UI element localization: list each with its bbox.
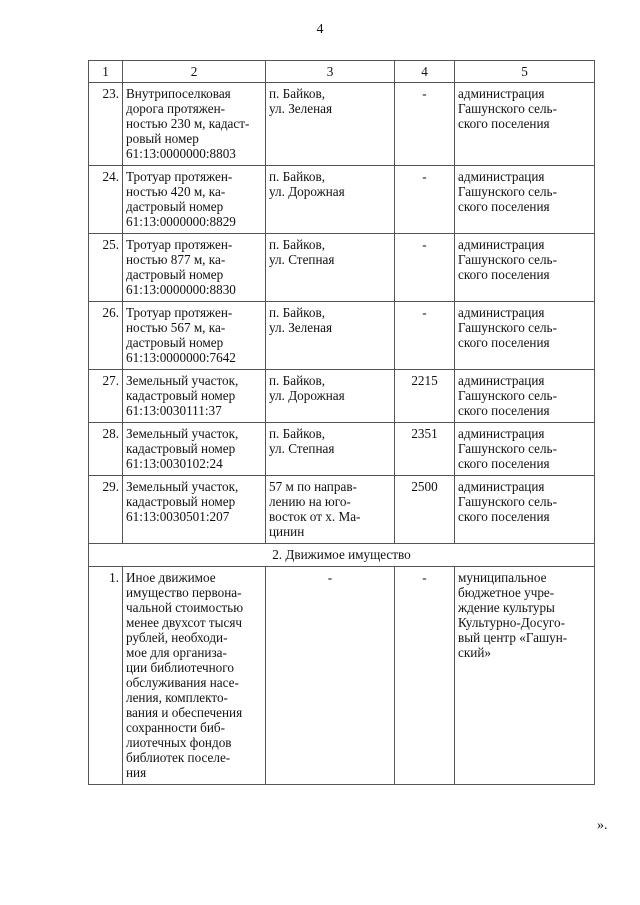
- property-registry-table: [88, 60, 595, 785]
- property-address: [266, 423, 395, 476]
- property-holder-line: ского поселения: [458, 456, 550, 471]
- property-holder-line: ского поселения: [458, 403, 550, 418]
- property-name-line: имущество первона-: [126, 585, 242, 600]
- property-holder-line: администрация: [458, 237, 545, 252]
- property-name-line: 61:13:0000000:8803: [126, 146, 236, 161]
- property-name-line: дастровый номер: [126, 199, 224, 214]
- property-holder: [455, 370, 595, 423]
- property-address-line: восток от х. Ма-: [269, 509, 361, 524]
- property-area: -: [395, 234, 455, 302]
- property-address: [266, 476, 395, 544]
- property-holder-line: администрация: [458, 86, 545, 101]
- row-number: 1.: [89, 567, 123, 785]
- property-address-line: п. Байков,: [269, 169, 325, 184]
- property-holder: [455, 423, 595, 476]
- property-name-line: 61:13:0030111:37: [126, 403, 222, 418]
- property-name-line: мое для организа-: [126, 645, 227, 660]
- row-number: 27.: [89, 370, 123, 423]
- property-holder: [455, 302, 595, 370]
- column-header: 2: [123, 61, 266, 83]
- property-holder-line: Культурно-Досуго-: [458, 615, 565, 630]
- property-name-line: рублей, необходи-: [126, 630, 228, 645]
- table-row: [89, 302, 595, 370]
- property-name-line: ции библиотечного: [126, 660, 234, 675]
- property-name: [123, 476, 266, 544]
- property-holder-line: ского поселения: [458, 116, 550, 131]
- property-name-line: вания и обеспечения: [126, 705, 243, 720]
- property-address-line: ул. Зеленая: [269, 320, 333, 335]
- property-name-line: 61:13:0030102:24: [126, 456, 223, 471]
- property-area: 2351: [395, 423, 455, 476]
- section-title: 2. Движимое имущество: [89, 544, 595, 567]
- property-holder-line: ждение культуры: [458, 600, 555, 615]
- column-header: 4: [395, 61, 455, 83]
- property-area: -: [395, 166, 455, 234]
- property-holder: [455, 476, 595, 544]
- property-area: -: [395, 83, 455, 166]
- row-number: 29.: [89, 476, 123, 544]
- property-address: [266, 567, 395, 785]
- property-address-line: п. Байков,: [269, 305, 325, 320]
- property-address: [266, 83, 395, 166]
- property-address: [266, 166, 395, 234]
- property-name-line: кадастровый номер: [126, 388, 236, 403]
- property-name-line: Тротуар протяжен-: [126, 305, 233, 320]
- property-holder-line: ского поселения: [458, 509, 550, 524]
- property-name: [123, 370, 266, 423]
- property-holder-line: администрация: [458, 426, 545, 441]
- property-name-line: Земельный участок,: [126, 479, 239, 494]
- property-holder-line: Гашунского сель-: [458, 320, 557, 335]
- table-row: [89, 567, 595, 785]
- property-holder: [455, 567, 595, 785]
- property-address-line: 57 м по направ-: [269, 479, 357, 494]
- property-name: [123, 83, 266, 166]
- property-address-line: п. Байков,: [269, 86, 325, 101]
- property-address-line: п. Байков,: [269, 237, 325, 252]
- property-address: [266, 370, 395, 423]
- property-holder-line: Гашунского сель-: [458, 184, 557, 199]
- property-holder-line: ского поселения: [458, 335, 550, 350]
- property-area: 2500: [395, 476, 455, 544]
- property-holder-line: администрация: [458, 305, 545, 320]
- property-address: [266, 234, 395, 302]
- property-address-line: цинин: [269, 524, 305, 539]
- property-name-line: чальной стоимостью: [126, 600, 244, 615]
- row-number: 28.: [89, 423, 123, 476]
- row-number: 25.: [89, 234, 123, 302]
- property-holder-line: Гашунского сель-: [458, 101, 557, 116]
- property-holder: [455, 83, 595, 166]
- property-holder-line: ский»: [458, 645, 491, 660]
- property-address-line: ул. Дорожная: [269, 388, 345, 403]
- table-row: [89, 370, 595, 423]
- property-name-line: дастровый номер: [126, 267, 224, 282]
- closing-quote-mark: ».: [597, 818, 608, 833]
- property-holder-line: ского поселения: [458, 199, 550, 214]
- property-name-line: ностью 877 м, ка-: [126, 252, 226, 267]
- property-address-line: ул. Степная: [269, 252, 335, 267]
- property-address-line: ул. Степная: [269, 441, 335, 456]
- property-name-line: ностью 420 м, ка-: [126, 184, 226, 199]
- property-holder-line: Гашунского сель-: [458, 252, 557, 267]
- property-address-line: ул. Дорожная: [269, 184, 345, 199]
- property-holder-line: вый центр «Гашун-: [458, 630, 568, 645]
- property-name-line: 61:13:0000000:8830: [126, 282, 236, 297]
- property-name: [123, 423, 266, 476]
- property-holder: [455, 166, 595, 234]
- property-address: [266, 302, 395, 370]
- property-name: [123, 567, 266, 785]
- property-name-line: ровый номер: [126, 131, 199, 146]
- table-row: [89, 83, 595, 166]
- row-number: 23.: [89, 83, 123, 166]
- property-holder-line: администрация: [458, 169, 545, 184]
- property-address-line: п. Байков,: [269, 426, 325, 441]
- table-header-row: [89, 61, 595, 83]
- table-row: [89, 476, 595, 544]
- property-holder: [455, 234, 595, 302]
- property-name: [123, 166, 266, 234]
- property-name-line: менее двухсот тысяч: [126, 615, 243, 630]
- property-name-line: кадастровый номер: [126, 494, 236, 509]
- property-name-line: библиотек поселе-: [126, 750, 231, 765]
- property-area: 2215: [395, 370, 455, 423]
- property-name-line: Земельный участок,: [126, 426, 239, 441]
- property-name-line: ления, комплекто-: [126, 690, 228, 705]
- property-name-line: ностью 567 м, ка-: [126, 320, 226, 335]
- property-name-line: 61:13:0000000:8829: [126, 214, 236, 229]
- section-header-row: [89, 544, 595, 567]
- table-row: [89, 423, 595, 476]
- row-number: 24.: [89, 166, 123, 234]
- property-holder-line: администрация: [458, 373, 545, 388]
- property-name: [123, 302, 266, 370]
- property-name-line: кадастровый номер: [126, 441, 236, 456]
- property-name-line: сохранности биб-: [126, 720, 226, 735]
- property-name-line: 61:13:0000000:7642: [126, 350, 236, 365]
- property-holder-line: ского поселения: [458, 267, 550, 282]
- property-address-line: лению на юго-: [269, 494, 351, 509]
- property-name-line: ния: [126, 765, 147, 780]
- property-address-line: п. Байков,: [269, 373, 325, 388]
- page-number: 4: [316, 22, 324, 37]
- table-row: [89, 234, 595, 302]
- property-area: -: [395, 567, 455, 785]
- property-area: -: [395, 302, 455, 370]
- property-holder-line: Гашунского сель-: [458, 388, 557, 403]
- property-address-line: -: [327, 570, 333, 585]
- property-holder-line: Гашунского сель-: [458, 441, 557, 456]
- property-name-line: Внутрипоселковая: [126, 86, 231, 101]
- property-name-line: лиотечных фондов: [126, 735, 232, 750]
- row-number: 26.: [89, 302, 123, 370]
- property-name-line: Тротуар протяжен-: [126, 169, 233, 184]
- property-holder-line: администрация: [458, 479, 545, 494]
- table-row: [89, 166, 595, 234]
- column-header: 1: [89, 61, 123, 83]
- property-name: [123, 234, 266, 302]
- property-name-line: обслуживания насе-: [126, 675, 239, 690]
- property-name-line: дастровый номер: [126, 335, 224, 350]
- column-header: 5: [455, 61, 595, 83]
- property-holder-line: муниципальное: [458, 570, 547, 585]
- property-name-line: ностью 230 м, кадаст-: [126, 116, 250, 131]
- property-name-line: Иное движимое: [126, 570, 216, 585]
- property-address-line: ул. Зеленая: [269, 101, 333, 116]
- property-name-line: Тротуар протяжен-: [126, 237, 233, 252]
- property-name-line: Земельный участок,: [126, 373, 239, 388]
- property-name-line: 61:13:0030501:207: [126, 509, 230, 524]
- property-holder-line: Гашунского сель-: [458, 494, 557, 509]
- property-name-line: дорога протяжен-: [126, 101, 226, 116]
- column-header: 3: [266, 61, 395, 83]
- property-holder-line: бюджетное учре-: [458, 585, 555, 600]
